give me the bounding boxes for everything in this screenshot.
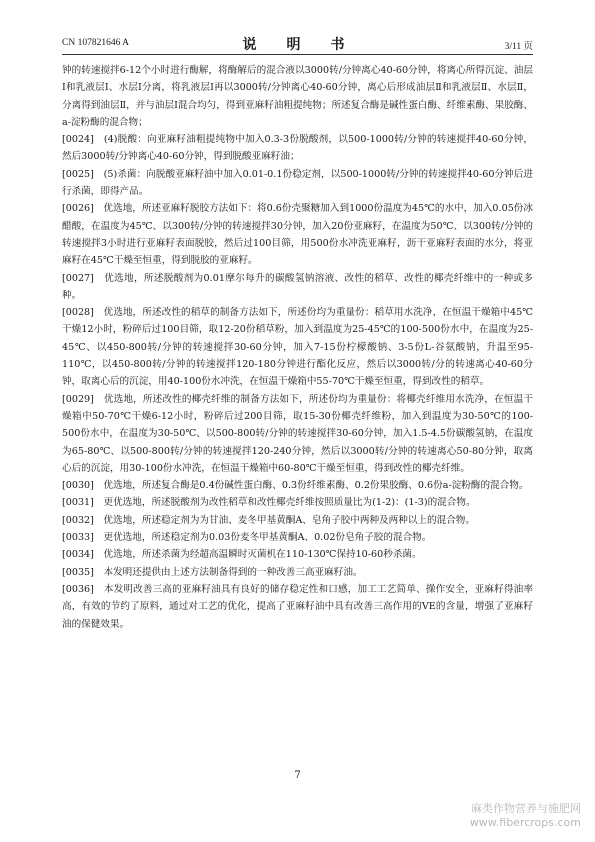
paragraph-0029 [62,391,533,477]
paragraph-number: [0029] [62,393,94,405]
paragraph-number: [0026] [62,203,94,215]
paragraph-number: [0027] [62,272,94,284]
paragraph-0030 [62,477,533,494]
paragraph-0035 [62,564,533,581]
paragraph-text: 优选地，所述复合酶是0.4份碱性蛋白酶、0.3份纤维素酶、0.2份果胶酶、0.6份a-淀粉酶的混合物。 [93,480,529,492]
paragraph-number: [0032] [62,514,94,526]
paragraph-text: 优选地，所述稳定剂为为甘油、麦冬甲基黄酮A、皂角子胶中两种及两种以上的混合物。 [93,514,475,526]
continuation-paragraph: 钟的转速搅拌6-12个小时进行酶解，将酶解后的混合液以3000转/分钟离心40-60分钟，将离心所得沉淀、油层Ⅰ和乳液层Ⅰ、水层Ⅰ分离，将乳液层Ⅰ再以3000转/分钟离心40-60分钟，离心后形成油层Ⅱ和乳液层Ⅱ、水层Ⅱ，分离得到油层Ⅱ，并与油层Ⅰ混合均匀，得到亚麻籽油粗提纯物；所述复合酶是碱性蛋白酶、纤维素酶、果胶酶、a-淀粉酶的混合物； [62,65,533,128]
paragraph-0031 [62,494,533,511]
paragraph-0036 [62,581,533,633]
page-header [62,34,533,55]
paragraph-number: [0035] [62,566,94,578]
paragraph-text: (4)脱酸：向亚麻籽油粗提纯物中加入0.3-3份脱酸剂，以500-1000转/分钟的转速搅拌40-60分钟，然后3000转/分钟离心40-60分钟，得到脱酸亚麻籽油； [62,134,533,163]
paragraph-number: [0024] [62,134,94,146]
paragraph-text: 本发明改善三高的亚麻籽油具有良好的储存稳定性和口感，加工工艺简单、操作安全，亚麻籽得油率高，有效的节约了原料，通过对工艺的优化，提高了亚麻籽油中具有改善三高作用的VE的含量，增强了亚麻籽油的保健效果。 [62,583,533,630]
document-title: 说 明 书 [242,37,353,53]
paragraph-text: (5)杀菌：向脱酸亚麻籽油中加入0.01-0.1份稳定剂，以500-1000转/分钟的转速搅拌40-60分钟后进行杀菌，即得产品。 [62,168,533,198]
paragraph-0027 [62,270,533,305]
document-number: CN 107821646 A [62,38,130,48]
paragraph-0028 [62,304,533,390]
watermark-url: www.fibercrops.com [469,816,581,829]
paragraph-0034 [62,546,533,563]
paragraph-0033 [62,529,533,546]
paragraph-0026 [62,200,533,269]
paragraph-number: [0030] [62,480,94,492]
paragraph-text: 更优选地，所述稳定剂为0.03份麦冬甲基黄酮A、0.02份皂角子胶的混合物。 [93,532,432,544]
paragraph-text: 优选地，所述脱酸剂为0.01摩尔每升的碳酸氢钠溶液、改性的稻草、改性的椰壳纤维中的一种或多种。 [62,272,533,301]
paragraph-0024 [62,131,533,166]
paragraph-number: [0034] [62,549,94,561]
paragraph-number: [0025] [62,168,94,180]
paragraph-text: 优选地，所述亚麻籽脱胶方法如下：将0.6份壳聚糖加入到1000份温度为45℃的水中，加入0.05份冰醋酸，在温度为45℃、以300转/分钟的转速搅拌30分钟，加入20份亚麻籽，在温度为50℃、以300转/分钟的转速搅拌3小时进行亚麻籽表面脱胶，然后过100目筛，用500份水冲洗亚麻籽，沥干亚麻籽表面的水分，将亚麻籽在45℃干燥至恒重，得到脱胶的亚麻籽。 [62,203,533,267]
paragraph-text: 本发明还提供由上述方法制备得到的一种改善三高亚麻籽油。 [93,566,363,578]
page-indicator: 3/11 页 [504,42,533,52]
paragraph-number: [0028] [62,307,94,319]
paragraph-number: [0033] [62,532,94,544]
paragraph-number: [0031] [62,497,94,509]
document-body [62,62,533,633]
page-number: 7 [294,770,301,781]
paragraph-text: 优选地，所述改性的椰壳纤维的制备方法如下，所述份均为重量份：将椰壳纤维用水洗净，在恒温干燥箱中50-70℃干燥6-12小时，粉碎后过200目筛，取15-30份椰壳纤维粉，加入到温度为30-50℃的100-500份水中，在温度为30-50℃、以500-800转/分钟的转速搅拌30-60分钟，加入1.5-4.5份碳酸氢钠，在温度为65-80℃、以500-800转/分钟的转速搅拌120-240分钟，然后以3000转/分钟的转速离心50-80分钟，取离心后的沉淀，用30-100份水冲洗，在恒温干燥箱中60-80℃干燥至恒重，得到改性的椰壳纤维。 [62,393,533,474]
watermark-site-name: 麻类作物营养与施肥网 [471,802,581,815]
paragraph-text: 优选地，所述杀菌为经超高温瞬时灭菌机在110-130℃保持10-60秒杀菌。 [93,549,422,561]
paragraph-0025 [62,166,533,201]
paragraph-number: [0036] [62,583,94,595]
site-watermark [470,802,581,830]
paragraph-0032 [62,512,533,529]
paragraph-text: 更优选地，所述脱酸剂为改性稻草和改性椰壳纤维按照质量比为(1-2)：(1-3)的混合物。 [93,497,476,509]
paragraph-text: 优选地，所述改性的稻草的制备方法如下，所述份均为重量份：稻草用水洗净，在恒温干燥箱中45℃干燥12小时，粉碎后过100目筛，取12-20份稻草粉，加入到温度为25-45℃的100-500份水中，在温度为25-45℃、以450-800转/分钟的转速搅拌30-60分钟，加入7-15份柠檬酸钠、3-5份L-谷氨酸钠，升温至95-110℃，以450-800转/分钟的转速搅拌120-180分钟进行酯化反应，然后以3000转/分的转速离心40-60分钟，取离心后的沉淀，用40-100份水冲洗，在恒温干燥箱中55-70℃干燥至恒重，得到改性的稻草。 [62,307,533,388]
